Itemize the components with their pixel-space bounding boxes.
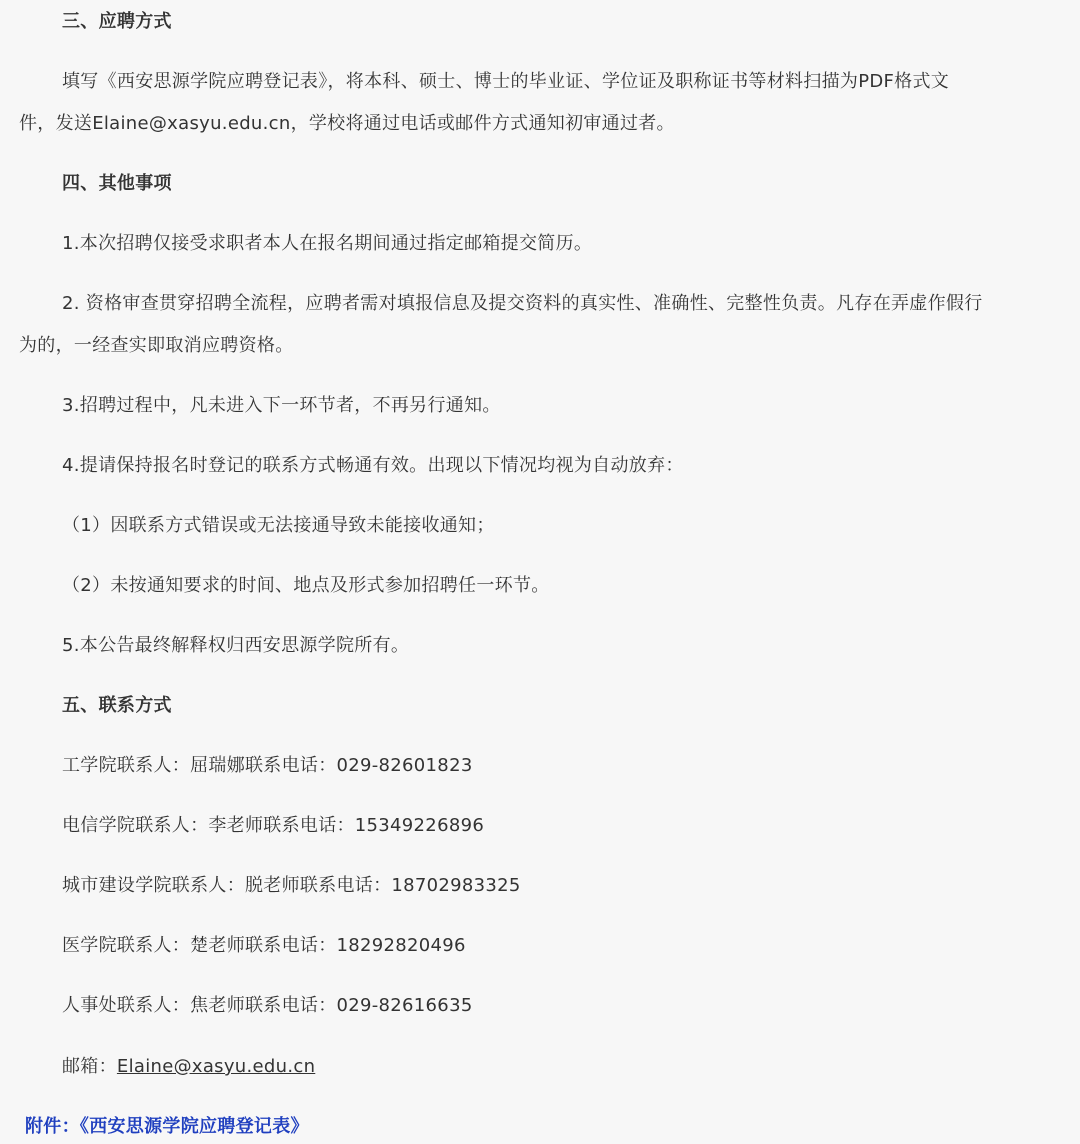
email-row [62, 1055, 315, 1079]
notice-item-4-sub-2: （2）未按通知要求的时间、地点及形式参加招聘任一环节。 [62, 575, 550, 596]
notice-item-2-line-2: 为的，一经查实即取消应聘资格。 [19, 335, 294, 356]
notice-item-4-sub-1: （1）因联系方式错误或无法接通导致未能接收通知； [62, 515, 495, 536]
application-paragraph-line-2: 件，发送Elaine@xasyu.edu.cn，学校将通过电话或邮件方式通知初审通过者。 [19, 113, 675, 134]
section-heading-contact: 五、联系方式 [62, 695, 172, 716]
section-heading-application: 三、应聘方式 [62, 11, 172, 32]
notice-item-2-line-1: 2. 资格审查贯穿招聘全流程，应聘者需对填报信息及提交资料的真实性、准确性、完整性负责。凡存在弄虚作假行 [62, 293, 983, 314]
attachment-link[interactable]: 附件：《西安思源学院应聘登记表》 [25, 1116, 309, 1137]
contact-hr: 人事处联系人：焦老师联系电话：029-82616635 [62, 995, 473, 1016]
notice-item-5: 5.本公告最终解释权归西安思源学院所有。 [62, 635, 410, 656]
notice-item-3: 3.招聘过程中，凡未进入下一环节者，不再另行通知。 [62, 395, 501, 416]
notice-item-1: 1.本次招聘仅接受求职者本人在报名期间通过指定邮箱提交简历。 [62, 233, 593, 254]
section-heading-other-matters: 四、其他事项 [62, 173, 172, 194]
contact-telecom: 电信学院联系人：李老师联系电话：15349226896 [62, 815, 485, 836]
contact-engineering: 工学院联系人：屈瑞娜联系电话：029-82601823 [62, 755, 473, 776]
contact-urban-construction: 城市建设学院联系人：脱老师联系电话：18702983325 [62, 875, 521, 896]
email-link[interactable]: Elaine@xasyu.edu.cn [116, 1056, 316, 1077]
email-label: 邮箱： [62, 1056, 117, 1077]
contact-medical: 医学院联系人：楚老师联系电话：18292820496 [62, 935, 466, 956]
application-paragraph-line-1: 填写《西安思源学院应聘登记表》，将本科、硕士、博士的毕业证、学位证及职称证书等材料扫描为PDF格式文 [62, 71, 950, 92]
notice-item-4: 4.提请保持报名时登记的联系方式畅通有效。出现以下情况均视为自动放弃： [62, 455, 684, 476]
